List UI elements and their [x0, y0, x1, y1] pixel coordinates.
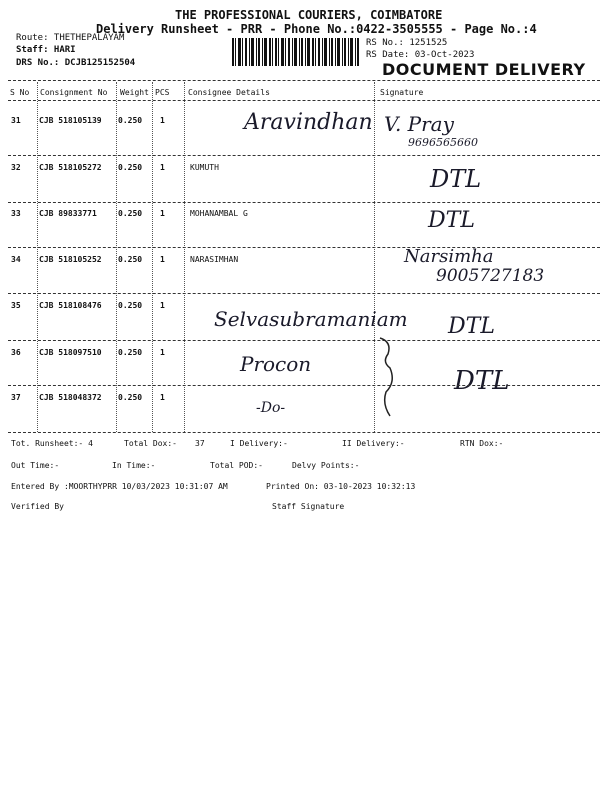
row-signature: DTL — [454, 366, 510, 396]
total-dox-value: 37 — [195, 439, 205, 448]
row-sno: 37 — [11, 393, 21, 402]
rs-date: RS Date: 03-Oct-2023 — [366, 50, 475, 60]
signature-mark: V. Pray — [384, 112, 454, 136]
entered-by: Entered By :MOORTHYPRR 10/03/2023 10:31:07 AM — [11, 482, 228, 491]
row-consignment: CJB 518105252 — [39, 255, 102, 264]
row-sno: 33 — [11, 209, 21, 218]
signature-mark: Narsimha — [404, 246, 494, 267]
staff-signature: Staff Signature — [272, 502, 345, 511]
row-signature: DTL — [428, 208, 475, 233]
drs-number: DRS No.: DCJB125152504 — [16, 58, 136, 68]
row-consignment: CJB 518108476 — [39, 301, 102, 310]
row-sno: 31 — [11, 116, 21, 125]
row-signature: DTL — [430, 165, 482, 193]
row-weight: 0.250 — [118, 116, 143, 125]
row-pcs: 1 — [160, 393, 165, 402]
row-signature-phone: 9005727183 — [436, 266, 545, 286]
row-consignee: MOHANAMBAL G — [190, 209, 248, 218]
ii-delivery: II Delivery:- — [342, 439, 405, 448]
col-sno: S No — [10, 88, 30, 97]
route-label: Route: THETHEPALAYAM — [16, 33, 125, 43]
row-handwritten-name: -Do- — [256, 400, 286, 416]
document-delivery-stamp: DOCUMENT DELIVERY — [382, 60, 586, 79]
delvy-points: Delvy Points:- — [292, 461, 360, 470]
row-consignment: CJB 89833771 — [39, 209, 97, 218]
row-weight: 0.250 — [118, 393, 143, 402]
row-pcs: 1 — [160, 348, 165, 357]
company-name: THE PROFESSIONAL COURIERS, COIMBATORE — [175, 8, 443, 22]
row-consignee: KUMUTH — [190, 163, 219, 172]
row-pcs: 1 — [160, 301, 165, 310]
staff-label: Staff: HARI — [16, 45, 76, 55]
col-pcs: PCS — [155, 88, 170, 97]
row-signature-phone: 9696565660 — [408, 136, 478, 149]
total-pod: Total POD:- — [210, 461, 263, 470]
row-pcs: 1 — [160, 209, 165, 218]
printed-on: Printed On: 03-10-2023 10:32:13 — [266, 482, 416, 491]
row-weight: 0.250 — [118, 255, 143, 264]
runsheet-subtitle: Delivery Runsheet - PRR - Phone No.:0422-3505555 - Page No.:4 — [96, 22, 537, 36]
col-signature: Signature — [380, 88, 424, 97]
row-sno: 35 — [11, 301, 21, 310]
col-weight: Weight — [120, 88, 149, 97]
row-weight: 0.250 — [118, 301, 143, 310]
row-sno: 34 — [11, 255, 21, 264]
in-time: In Time:- — [112, 461, 156, 470]
row-sno: 32 — [11, 163, 21, 172]
row-weight: 0.250 — [118, 348, 143, 357]
row-sno: 36 — [11, 348, 21, 357]
total-dox-label: Total Dox:- — [124, 439, 177, 448]
col-consignment: Consignment No — [40, 88, 108, 97]
verified-by: Verified By — [11, 502, 64, 511]
row-weight: 0.250 — [118, 163, 143, 172]
rtn-dox: RTN Dox:- — [460, 439, 504, 448]
rs-number: RS No.: 1251525 — [366, 38, 448, 48]
row-consignment: CJB 518105139 — [39, 116, 102, 125]
row-pcs: 1 — [160, 255, 165, 264]
row-consignment: CJB 518048372 — [39, 393, 102, 402]
row-consignee: NARASIMHAN — [190, 255, 239, 264]
row-signature: DTL — [448, 314, 495, 339]
row-weight: 0.250 — [118, 209, 143, 218]
row-pcs: 1 — [160, 163, 165, 172]
row-consignment: CJB 518105272 — [39, 163, 102, 172]
i-delivery: I Delivery:- — [230, 439, 288, 448]
barcode-icon — [232, 38, 360, 66]
row-handwritten-name: Selvasubramaniam — [214, 307, 408, 331]
out-time: Out Time:- — [11, 461, 60, 470]
row-handwritten-name: Aravindhan — [244, 110, 373, 135]
col-consignee: Consignee Details — [188, 88, 270, 97]
tot-runsheet: Tot. Runsheet:- 4 — [11, 439, 93, 448]
row-consignment: CJB 518097510 — [39, 348, 102, 357]
handwritten-bracket — [372, 332, 402, 422]
row-pcs: 1 — [160, 116, 165, 125]
row-handwritten-name: Procon — [240, 352, 312, 376]
